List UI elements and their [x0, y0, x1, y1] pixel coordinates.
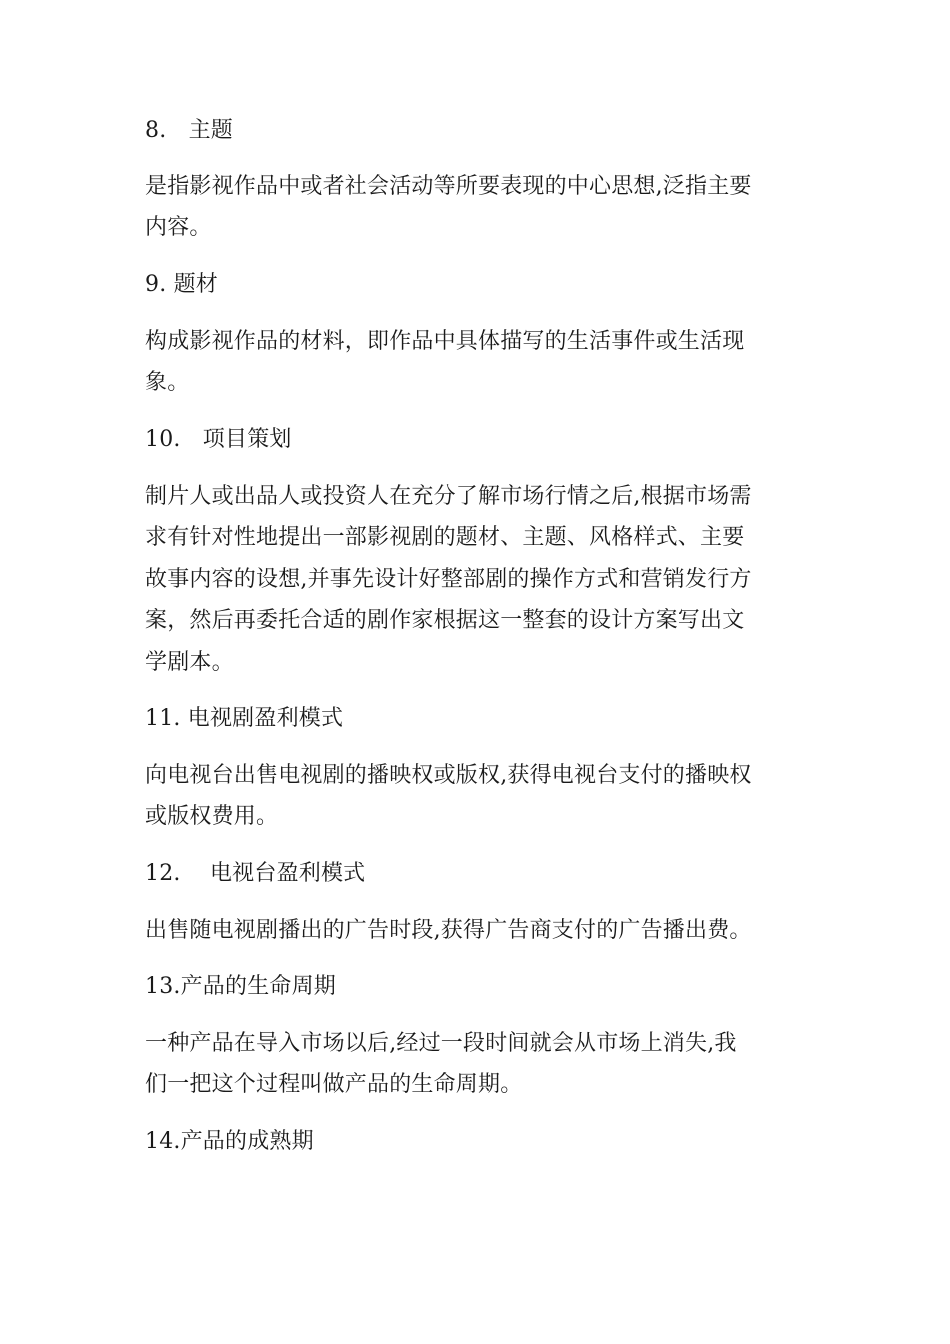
paragraph-drama-profit-line-2: 或版权费用。 — [145, 804, 279, 829]
paragraph-theme-line-1: 是指影视作品中或者社会活动等所要表现的中心思想,泛指主要 — [145, 174, 752, 199]
paragraph-subject-line-1: 构成影视作品的材料，即作品中具体描写的生活事件或生活现 — [145, 329, 745, 354]
paragraph-theme-line-2: 内容。 — [145, 215, 212, 240]
heading-12-tv-station-profit-model: 12. 电视台盈利模式 — [145, 861, 366, 886]
heading-13-product-life-cycle: 13.产品的生命周期 — [145, 974, 336, 999]
heading-8-theme: 8. 主题 — [145, 118, 233, 143]
paragraph-life-cycle-line-2: 们一把这个过程叫做产品的生命周期。 — [145, 1072, 523, 1097]
paragraph-station-profit-line-1: 出售随电视剧播出的广告时段,获得广告商支付的广告播出费。 — [145, 918, 752, 943]
paragraph-planning-line-3: 故事内容的设想,并事先设计好整部剧的操作方式和营销发行方 — [145, 567, 752, 592]
paragraph-subject-line-2: 象。 — [145, 370, 190, 395]
heading-14-product-maturity: 14.产品的成熟期 — [145, 1129, 314, 1154]
paragraph-planning-line-5: 学剧本。 — [145, 650, 234, 675]
heading-11-tv-drama-profit-model: 11. 电视剧盈利模式 — [145, 706, 344, 731]
paragraph-life-cycle-line-1: 一种产品在导入市场以后,经过一段时间就会从市场上消失,我 — [145, 1031, 737, 1056]
heading-10-project-planning: 10. 项目策划 — [145, 427, 292, 452]
paragraph-planning-line-2: 求有针对性地提出一部影视剧的题材、主题、风格样式、主要 — [145, 525, 745, 550]
paragraph-planning-line-4: 案，然后再委托合适的剧作家根据这一整套的设计方案写出文 — [145, 608, 745, 633]
paragraph-drama-profit-line-1: 向电视台出售电视剧的播映权或版权,获得电视台支付的播映权 — [145, 763, 752, 788]
heading-9-subject-matter: 9. 题材 — [145, 272, 218, 297]
paragraph-planning-line-1: 制片人或出品人或投资人在充分了解市场行情之后,根据市场需 — [145, 484, 752, 509]
